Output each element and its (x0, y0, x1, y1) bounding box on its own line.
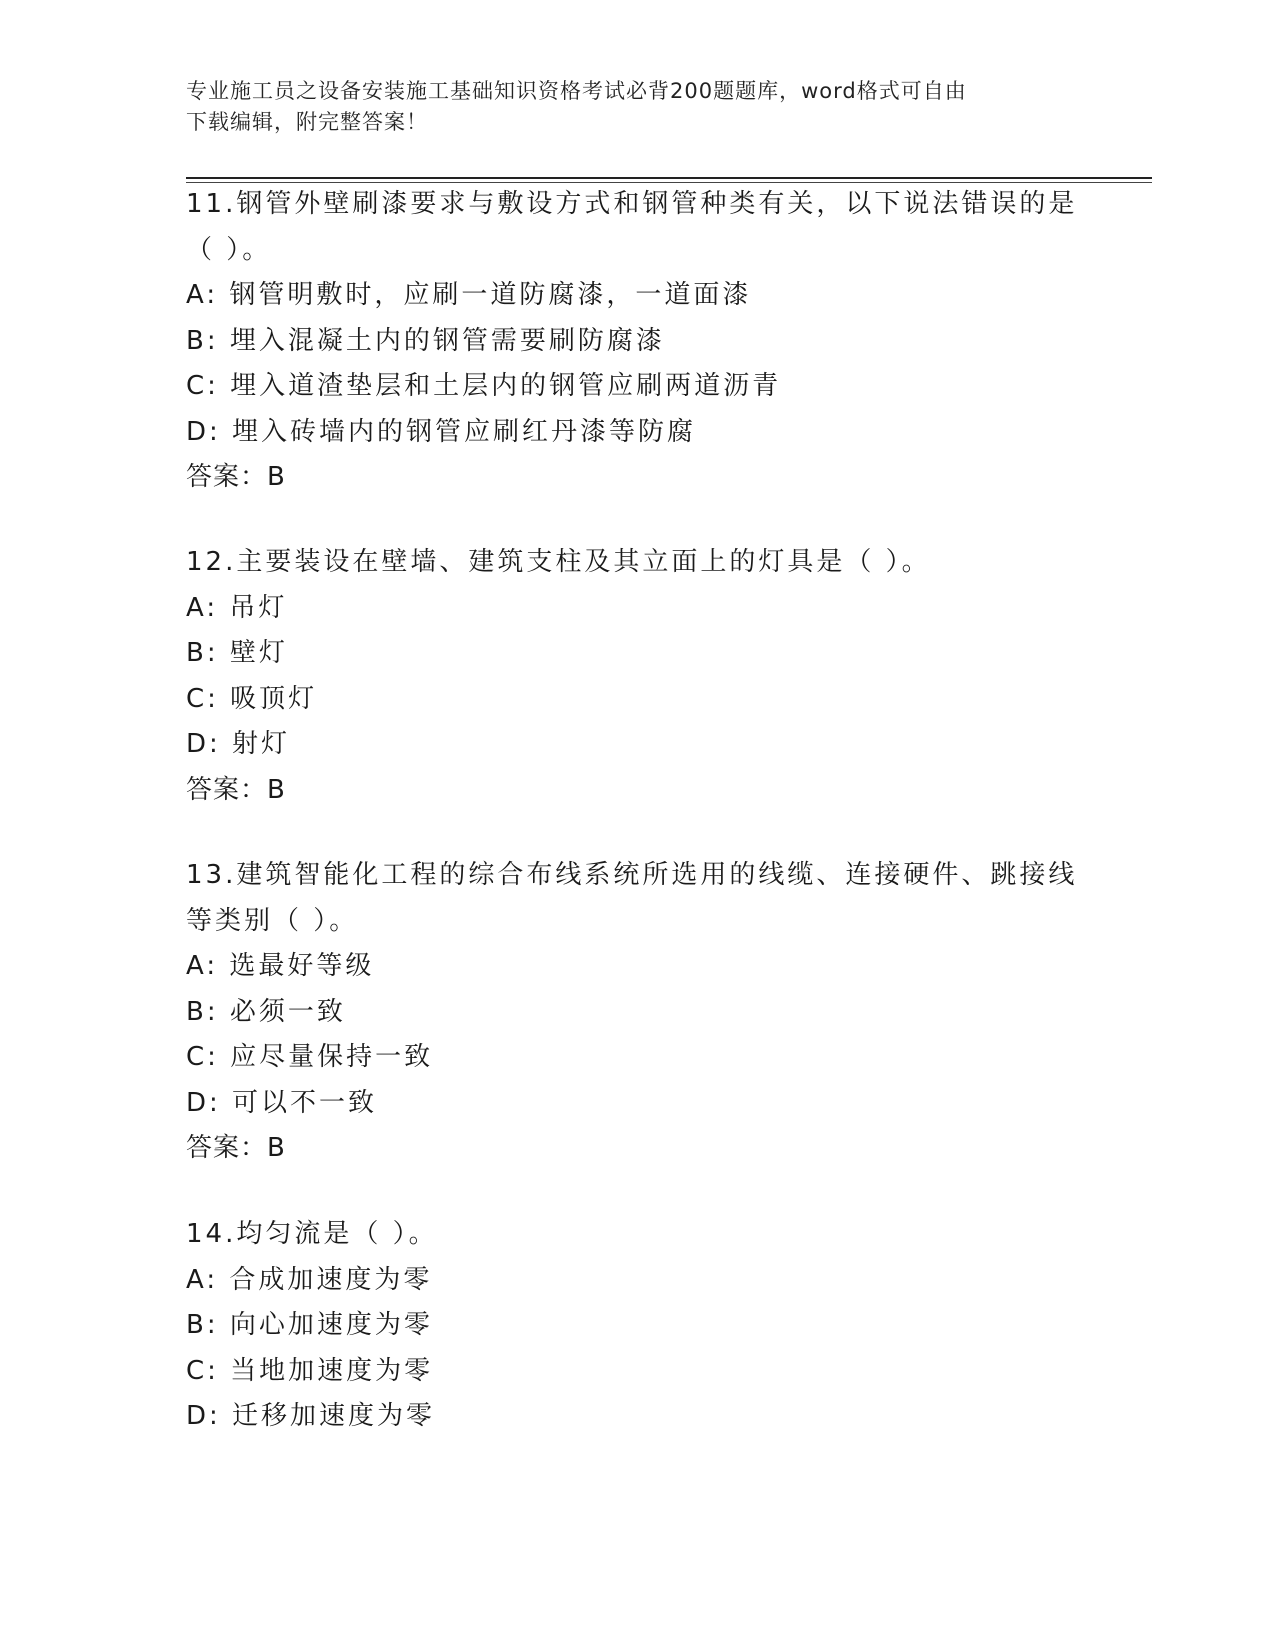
header-divider-thick (186, 177, 1152, 179)
question-13 (186, 853, 1152, 1172)
question-11 (186, 182, 1152, 501)
question-14 (186, 1212, 1152, 1440)
document-header (186, 76, 1086, 138)
option-b: B: 必须一致 (186, 996, 346, 1027)
question-stem: （ ）。 (186, 234, 272, 265)
option-a: A: 吊灯 (186, 592, 288, 623)
option-a: A: 选最好等级 (186, 951, 375, 981)
answer: 答案：B (186, 462, 286, 492)
option-d: D: 埋入砖墙内的钢管应刷红丹漆等防腐 (186, 416, 697, 447)
question-stem: 14.均匀流是（ ）。 (186, 1219, 438, 1249)
answer: 答案：B (186, 1133, 286, 1163)
option-d: D: 可以不一致 (186, 1087, 378, 1118)
option-d: D: 迁移加速度为零 (186, 1401, 436, 1431)
answer: 答案：B (186, 774, 286, 805)
option-b: B: 壁灯 (186, 638, 288, 668)
option-d: D: 射灯 (186, 729, 291, 759)
option-c: C: 埋入道渣垫层和土层内的钢管应刷两道沥青 (186, 371, 782, 401)
question-stem: 等类别（ ）。 (186, 905, 359, 936)
question-12 (186, 540, 1152, 813)
question-stem: 11.钢管外壁刷漆要求与敷设方式和钢管种类有关，以下说法错误的是 (186, 189, 1078, 219)
header-line-1: 专业施工员之设备安装施工基础知识资格考试必背200题题库，word格式可自由 (186, 79, 967, 103)
option-b: B: 埋入混凝土内的钢管需要刷防腐漆 (186, 325, 665, 356)
question-stem: 13.建筑智能化工程的综合布线系统所选用的线缆、连接硬件、跳接线 (186, 860, 1078, 890)
option-a: A: 合成加速度为零 (186, 1264, 433, 1295)
option-b: B: 向心加速度为零 (186, 1310, 433, 1340)
option-c: C: 吸顶灯 (186, 683, 318, 714)
option-c: C: 当地加速度为零 (186, 1355, 434, 1386)
option-c: C: 应尽量保持一致 (186, 1042, 434, 1072)
question-stem: 12.主要装设在壁墙、建筑支柱及其立面上的灯具是（ ）。 (186, 547, 931, 577)
header-line-2: 下载编辑，附完整答案！ (186, 110, 428, 134)
option-a: A: 钢管明敷时，应刷一道防腐漆，一道面漆 (186, 280, 752, 310)
